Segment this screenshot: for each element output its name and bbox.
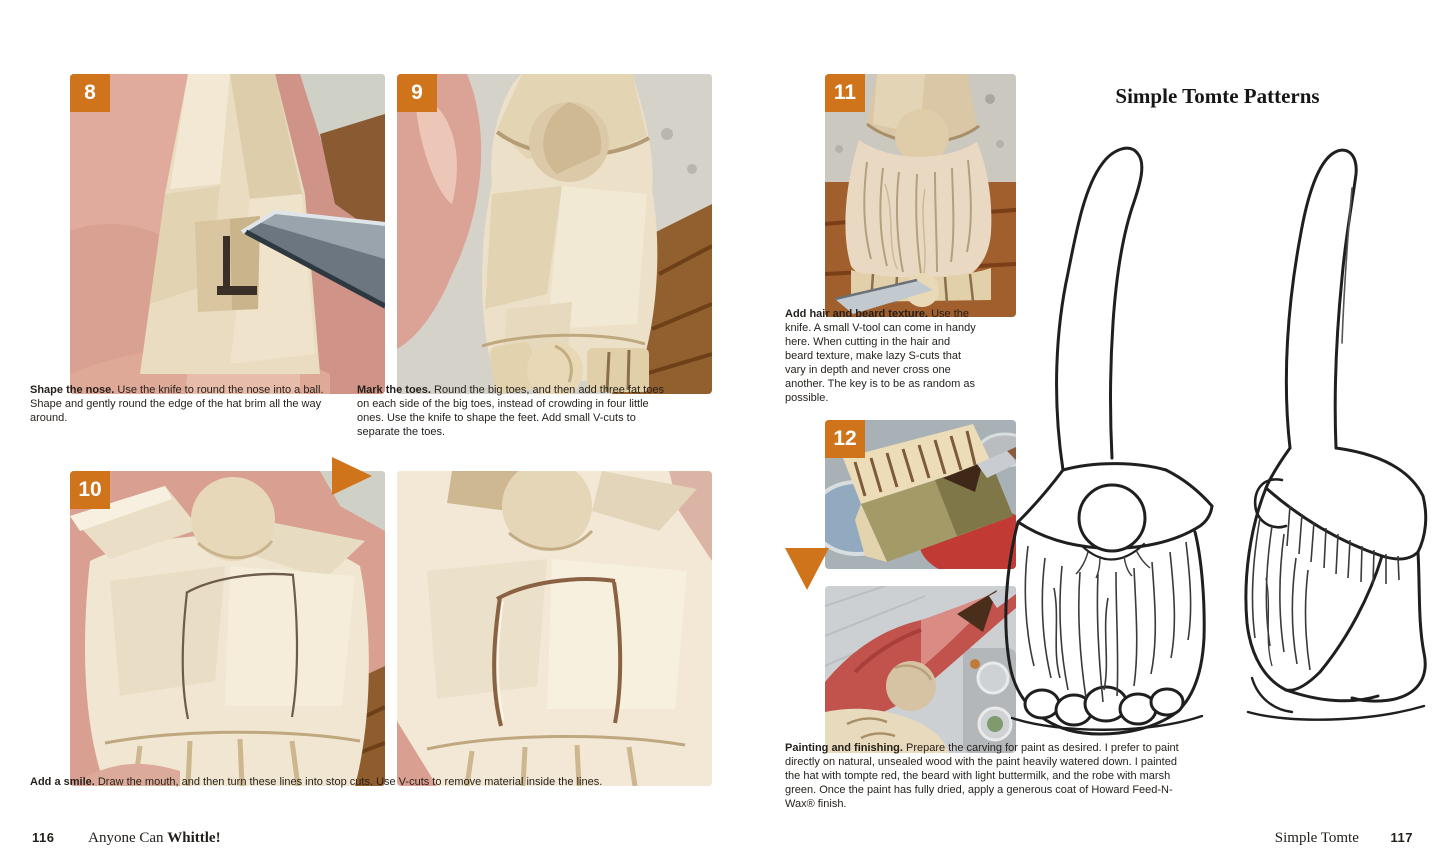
- step9-caption-body: Round the big toes, and then add three fat toes on each side of the big toes, instead of crowding in four little ones. Use the knife to shape the feet. Add small V-cuts to separate the toes.: [357, 384, 664, 438]
- book-title: [88, 830, 220, 846]
- step10-badge: 10: [70, 471, 110, 509]
- step8-caption-lead: Shape the nose.: [30, 384, 115, 396]
- step11-caption: [785, 308, 977, 406]
- step9-photo: [397, 74, 712, 394]
- page-number-left: 116: [32, 830, 55, 845]
- page-number-right: 117: [1390, 830, 1413, 845]
- chapter-title: Simple Tomte: [1274, 830, 1359, 846]
- step11-caption-body: Use the knife. A small V-tool can come in handy here. When cutting in the hair and beard texture, make lazy S-cuts that vary in depth and never cross one another. The key is to be as random as possible.: [785, 308, 976, 404]
- book-title-bold: Whittle!: [167, 830, 221, 846]
- step9-badge: 9: [397, 74, 437, 112]
- step12-caption-lead: Painting and finishing.: [785, 742, 903, 754]
- step10-after-art: [397, 471, 712, 786]
- step11-photo: [825, 74, 1016, 317]
- step12-caption: [785, 742, 1179, 812]
- step11-badge: 11: [825, 74, 865, 112]
- step10-caption-body: Draw the mouth, and then turn these lines into stop cuts. Use V-cuts to remove material inside the lines.: [94, 776, 603, 788]
- step8-caption-body: Use the knife to round the nose into a ball. Shape and gently round the edge of the hat brim all the way around.: [30, 384, 324, 424]
- step10-caption-lead: Add a smile.: [30, 776, 95, 788]
- footer-left: [32, 830, 221, 847]
- patterns-drawing: [990, 118, 1445, 740]
- step9-caption: [357, 384, 673, 440]
- arrow-down-icon: [785, 548, 829, 590]
- patterns-title: Simple Tomte Patterns: [1115, 84, 1320, 108]
- step8-photo: [70, 74, 385, 394]
- step12-painted-art: [825, 586, 1016, 753]
- footer-right: [1275, 830, 1413, 847]
- step9-caption-lead: Mark the toes.: [357, 384, 431, 396]
- step10-photo-after: [397, 471, 712, 786]
- step11-caption-lead: Add hair and beard texture.: [785, 308, 929, 320]
- step8-photo-art: [70, 74, 385, 394]
- step12-caption-body: Prepare the carving for paint as desired. I prefer to paint directly on natural, unsealed wood with the paint heavily watered down. I painted the hat with tompte red, the beard with light buttermilk, and the robe with marsh green. Once the paint has fully dried, apply a generous coat of Howard Feed-N-Wax® finish.: [785, 742, 1179, 810]
- step9-photo-art: [397, 74, 712, 394]
- step10-photo-before: [70, 471, 385, 786]
- arrow-right-icon: [332, 457, 372, 495]
- step12-photo-painted: [825, 586, 1016, 753]
- book-title-regular: Anyone Can: [88, 830, 168, 846]
- tomte-pattern-front-and-side: [990, 118, 1445, 740]
- step12-photo-painting: [825, 420, 1016, 569]
- step8-caption: [30, 384, 350, 426]
- step10-caption: [30, 776, 678, 790]
- step8-badge: 8: [70, 74, 110, 112]
- step10-before-art: [70, 471, 385, 786]
- step12-badge: 12: [825, 420, 865, 458]
